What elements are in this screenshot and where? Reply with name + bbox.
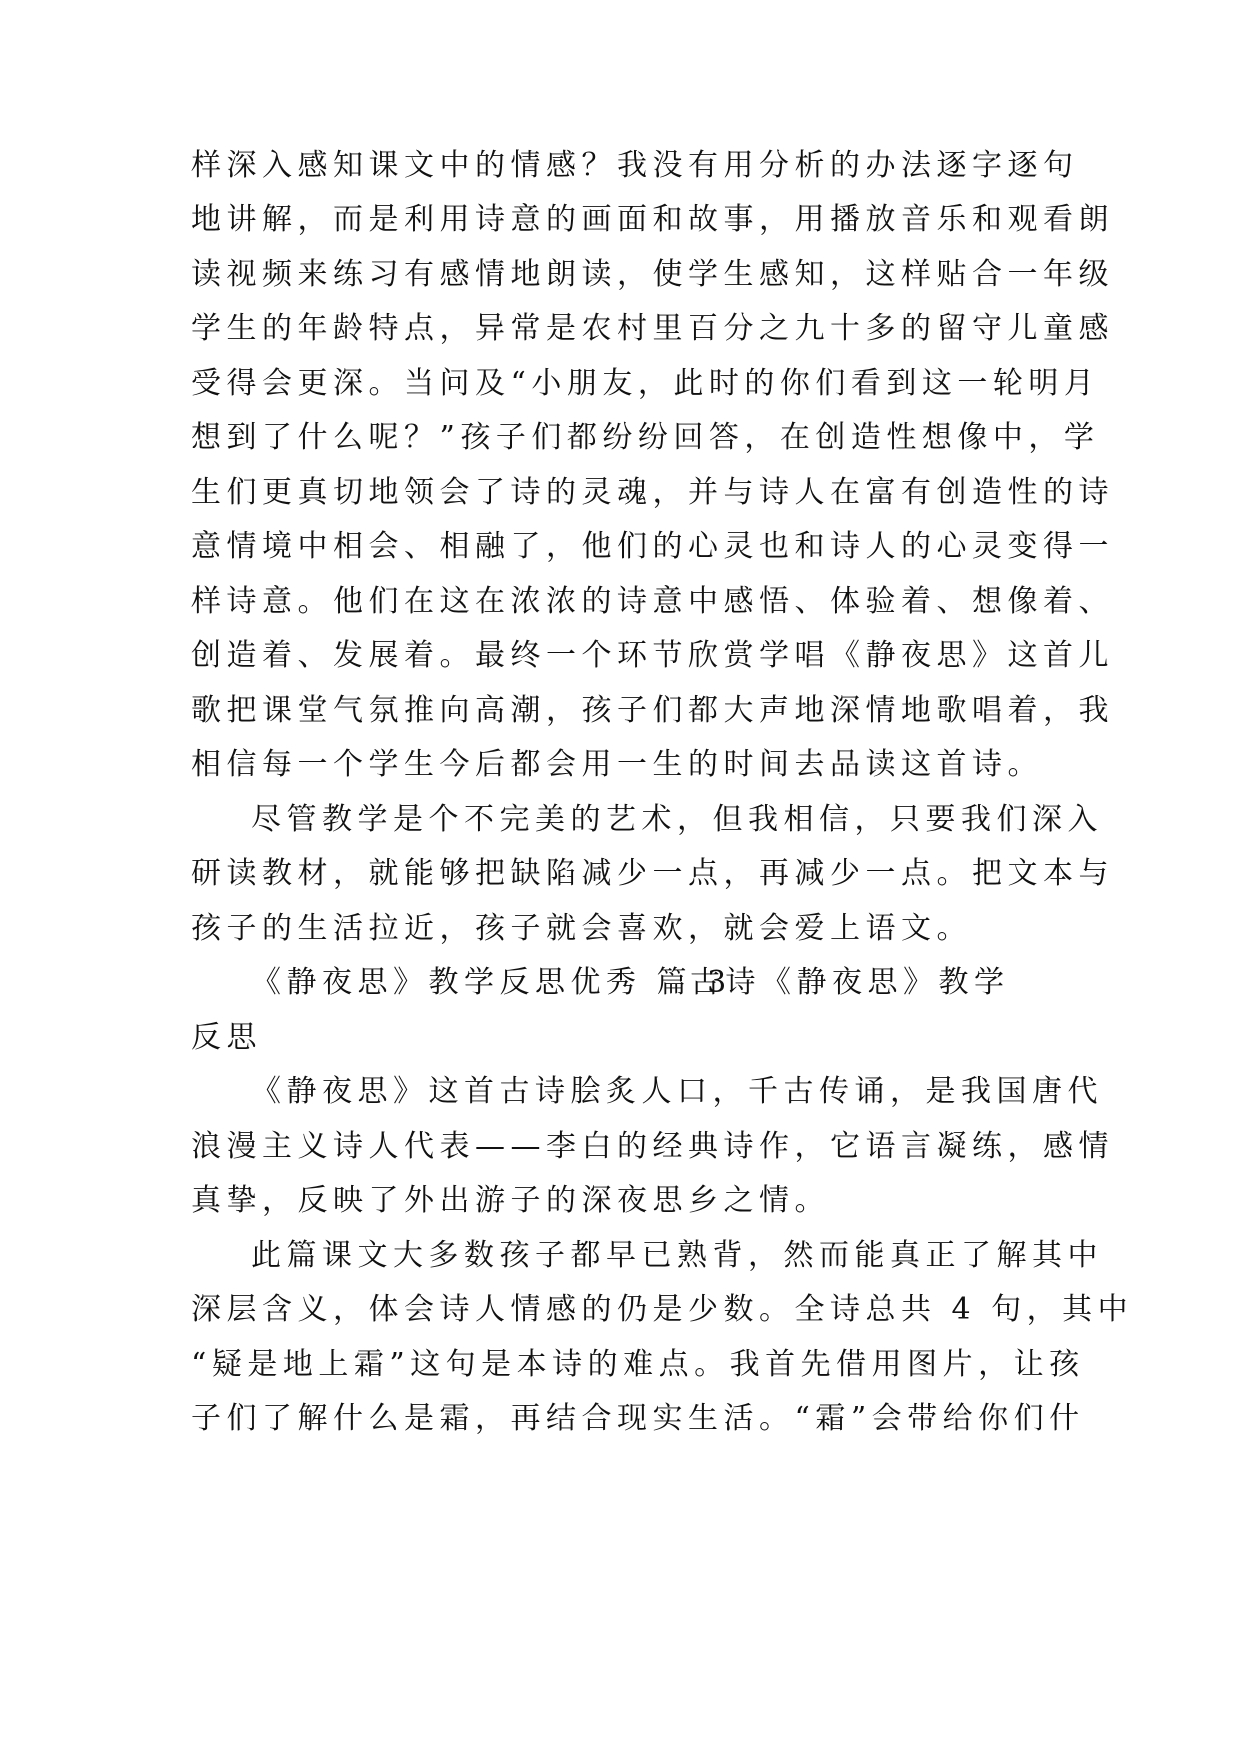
paragraph-4-line-3: “疑是地上霜”这句是本诗的难点。我首先借用图片，让孩 (191, 1347, 1085, 1382)
section-heading-title: 《静夜思》教学反思优秀 篇 3 (251, 965, 732, 1000)
paragraph-1-line-2: 地讲解，而是利用诗意的画面和故事，用播放音乐和观看朗 (191, 202, 1114, 237)
paragraph-3-line-2: 浪漫主义诗人代表——李白的经典诗作，它语言凝练，感情 (191, 1129, 1114, 1164)
paragraph-2-line-1: 尽管教学是个不完美的艺术，但我相信，只要我们深入 (251, 802, 1103, 837)
paragraph-1-line-3: 读视频来练习有感情地朗读，使学生感知，这样贴合一年级 (191, 257, 1114, 292)
section-heading-subtitle: 古诗《静夜思》教学 (690, 965, 1010, 1000)
paragraph-2-line-2: 研读教材，就能够把缺陷减少一点，再减少一点。把文本与 (191, 856, 1114, 891)
paragraph-1-line-8: 意情境中相会、相融了，他们的心灵也和诗人的心灵变得一 (191, 529, 1114, 564)
paragraph-3-line-1: 《静夜思》这首古诗脍炙人口，千古传诵，是我国唐代 (251, 1074, 1103, 1109)
paragraph-1-line-5: 受得会更深。当问及“小朋友，此时的你们看到这一轮明月 (191, 366, 1100, 401)
paragraph-1-line-1: 样深入感知课文中的情感？我没有用分析的办法逐字逐句 (191, 148, 1079, 183)
paragraph-4-line-2: 深层含义，体会诗人情感的仍是少数。全诗总共 4 句，其中 (191, 1292, 1134, 1327)
paragraph-1-line-12: 相信每一个学生今后都会用一生的时间去品读这首诗。 (191, 747, 1043, 782)
paragraph-4-line-1: 此篇课文大多数孩子都早已熟背，然而能真正了解其中 (251, 1238, 1103, 1273)
paragraph-1-line-4: 学生的年龄特点，异常是农村里百分之九十多的留守儿童感 (191, 311, 1114, 346)
paragraph-4-line-4: 子们了解什么是霜，再结合现实生活。“霜”会带给你们什 (191, 1401, 1085, 1436)
section-heading (251, 963, 1071, 1003)
paragraph-1-line-11: 歌把课堂气氛推向高潮，孩子们都大声地深情地歌唱着，我 (191, 693, 1114, 728)
paragraph-1-line-9: 样诗意。他们在这在浓浓的诗意中感悟、体验着、想像着、 (191, 584, 1114, 619)
paragraph-1-line-6: 想到了什么呢？”孩子们都纷纷回答，在创造性想像中，学 (191, 420, 1100, 455)
paragraph-2-line-3: 孩子的生活拉近，孩子就会喜欢，就会爱上语文。 (191, 911, 972, 946)
paragraph-3-line-3: 真挚，反映了外出游子的深夜思乡之情。 (191, 1183, 830, 1218)
section-heading-continuation: 反思 (191, 1020, 262, 1055)
paragraph-1-line-10: 创造着、发展着。最终一个环节欣赏学唱《静夜思》这首儿 (191, 638, 1114, 673)
paragraph-1-line-7: 生们更真切地领会了诗的灵魂，并与诗人在富有创造性的诗 (191, 475, 1114, 510)
